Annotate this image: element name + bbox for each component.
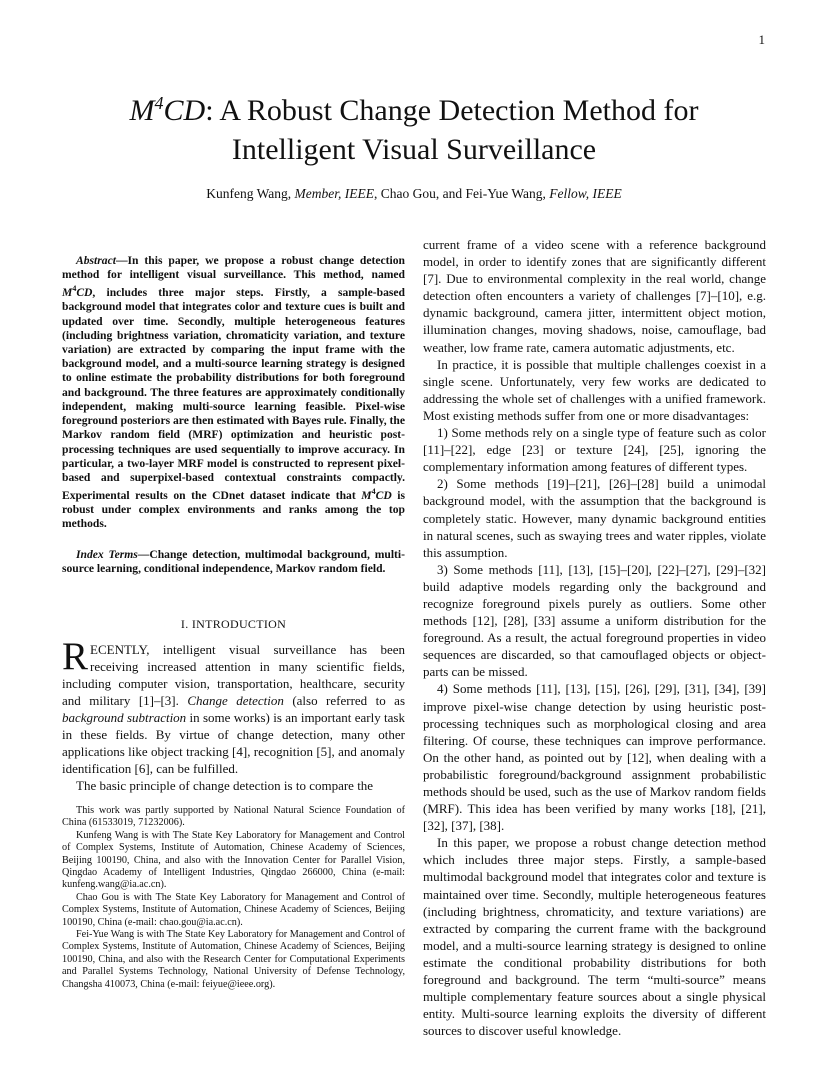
abstract-part1: In this paper, we propose a robust change detection method for intelligent visual surveillance. This method, named xyxy=(62,254,405,282)
intro-p1-b: (also referred to as xyxy=(283,692,406,708)
right-column xyxy=(423,236,766,1039)
paper-title xyxy=(0,84,828,169)
right-paragraph-2: In practice, it is possible that multiple challenges coexist in a single scene. Unfortunately, very few works are dedicated to addressing the whole set of challenges with a unified framework. Most existing methods suffer from one or more disadvantages: xyxy=(423,356,766,423)
right-paragraph-4: 2) Some methods [19]–[21], [26]–[28] build a unimodal background model, with the assumption that the background is completely static. However, many dynamic background entities in natural scenes, such as swaying trees and water ripples, violate this assumption. xyxy=(423,476,766,560)
author-line xyxy=(0,186,828,202)
footnote-author-2: Chao Gou is with The State Key Laboratory for Management and Control of Complex Systems, Institute of Automation, Chinese Academy of Sciences, Beijing 100190, China (e-mail: chao.gou@ia.ac.cn). xyxy=(62,891,405,928)
author-3-role: Fellow, IEEE xyxy=(549,186,622,201)
author-1-role: Member, IEEE xyxy=(294,186,374,201)
index-terms-dash: — xyxy=(137,547,150,561)
title-line1-rest: : A Robust Change Detection Method for xyxy=(205,94,699,127)
title-symbol-m: M xyxy=(129,94,155,127)
right-paragraph-6: 4) Some methods [11], [13], [15], [26], [29], [31], [34], [39] improve pixel-wise change detection by using heuristic post-processing techniques such as morphological closing and area filtering. Of course, these techniques can improve performance. On the other hand, as pointed out by [12], when dealing with a probabilistic foreground/background assignment probabilistic methods should be used, such as the use of Markov random fields (MRF). This idea has been verified by many works [18], [21], [32], [37], [38]. xyxy=(423,681,766,834)
title-symbol-cd: CD xyxy=(163,94,206,127)
abstract-sym-m-2: M xyxy=(361,488,372,502)
author-2-3: , Chao Gou, and Fei-Yue Wang, xyxy=(374,186,550,201)
right-paragraph-5: 3) Some methods [11], [13], [15]–[20], [22]–[27], [29]–[32] build adaptive models regarding only the background and recognize foreground pixels purely as outliers. Some other methods [12], [28], [33] assume a uniform distribution for the foreground. As a result, the actual foreground properties in video sequences are discarded, so that camouflaged objects or object-parts can be missed. xyxy=(423,561,766,680)
title-block xyxy=(0,84,828,169)
intro-paragraph-2: The basic principle of change detection is to compare the xyxy=(76,777,374,793)
index-terms-text: Change detection, multimodal background, multi-source learning, conditional independence, Markov random field. xyxy=(62,547,405,575)
author-1: Kunfeng Wang, xyxy=(206,186,295,201)
footnotes xyxy=(62,805,405,991)
abstract-sym-sup-2: 4 xyxy=(371,487,376,497)
page-number: 1 xyxy=(758,32,765,47)
intro-p1-a: ECENTLY, intelligent visual surveillance has been receiving increased attention in many scientific fields, including computer vision, transportation, healthcare, security and military [1]–[3]. xyxy=(62,641,405,708)
index-terms-label: Index Terms xyxy=(76,547,138,561)
title-symbol-sup: 4 xyxy=(154,93,164,113)
abstract-part2: , includes three major steps. Firstly, a sample-based background model that integrates color and texture cues is built and updated over time. Secondly, multiple heterogeneous features (including brightness variation, chromaticity variation, and texture variation) are extracted by comparing the input frame with the background model, and a multi-source learning strategy is designed to online estimate the probability distributions for both foreground and background. The three features are approximately conditionally independent, making multi-source learning feasible. Pixel-wise foreground posteriors are then estimated with Bayes rule. Finally, the Markov random field (MRF) optimization and heuristic post-processing techniques are used sequentially to improve accuracy. In particular, a two-layer MRF model is constructed to represent pixel-based and superpixel-based contextual constraints compactly. Experimental results on the CDnet dataset indicate that xyxy=(62,286,405,502)
abstract-dash: — xyxy=(115,254,128,267)
abstract-label: Abstract xyxy=(76,254,116,267)
right-paragraph-1: current frame of a video scene with a reference background model, in order to identify zones that are significantly different [7]. Due to environmental complexity in the real world, change detection often encounters a variety of challenges [7]–[10], e.g. dynamic background, camera jitter, intermittent object motion, illumination changes, moving shadows, noise, camouflage, bad weather, low frame rate, camera automatic adjustments, etc. xyxy=(423,237,766,355)
intro-term-background-subtraction: background subtraction xyxy=(62,709,187,725)
title-line2: Intelligent Visual Surveillance xyxy=(231,133,597,166)
abstract xyxy=(62,254,405,532)
footnote-funding: This work was partly supported by National Natural Science Foundation of China (61533019, 71232006). xyxy=(62,805,405,829)
footnote-author-3: Fei-Yue Wang is with The State Key Laboratory for Management and Control of Complex Systems, Institute of Automation, Chinese Academy of Sciences, Beijing 100190, China, and also with the Research Center for Computational Experiments and Parallel Systems Technology, National University of Defense Technology, Changsha 410073, China (e-mail: feiyue@ieee.org). xyxy=(62,929,405,990)
abstract-part3: is robust under complex environments and ranks among the top methods. xyxy=(62,488,405,531)
intro-term-change-detection: Change detection xyxy=(187,692,284,708)
section-heading-introduction: I. INTRODUCTION xyxy=(180,616,287,631)
index-terms xyxy=(62,548,405,576)
drop-cap: R xyxy=(62,634,89,678)
footnote-author-1: Kunfeng Wang is with The State Key Laboratory for Management and Control of Complex Systems, Institute of Automation, Chinese Academy of Sciences, Beijing 100190, China, and also with the Innovation Center for Parallel Vision, Qingdao Academy of Intelligent Industries, Qingdao 266000, China (e-mail: kunfeng.wang@ia.ac.cn). xyxy=(62,829,405,891)
intro-paragraph-1 xyxy=(62,634,406,777)
abstract-sym-m: M xyxy=(62,286,73,300)
right-paragraph-3: 1) Some methods rely on a single type of feature such as color [11]–[22], edge [23] or texture [24], [25], ignoring the complementary information among features of different types. xyxy=(423,425,766,475)
right-paragraph-7: In this paper, we propose a robust change detection method which includes three major steps. Firstly, a sample-based multimodal background model that integrates color and texture is maintained over time. Secondly, multiple heterogeneous features (including brightness, chromaticity, and texture variations) are extracted by comparing the current frame with the background model, and a multi-source learning strategy is designed to online estimate the conditional probability distributions for both foreground and background. The term “multi-source” means multiple complementary feature sources about a single physical entity. Multi-source learning exploits the diversity of different sources to discover useful knowledge. xyxy=(423,835,766,1039)
intro-p1-c: in some works) is an important early task in these fields. By virtue of change detection, many other applications like object tracking [4], recognition [5], and anomaly identification [6], can be fulfilled. xyxy=(62,709,405,776)
abstract-sym-cd-2: CD xyxy=(375,488,392,502)
left-column xyxy=(62,254,405,794)
abstract-sym-cd: CD xyxy=(76,286,93,300)
abstract-sym-sup: 4 xyxy=(72,284,77,294)
